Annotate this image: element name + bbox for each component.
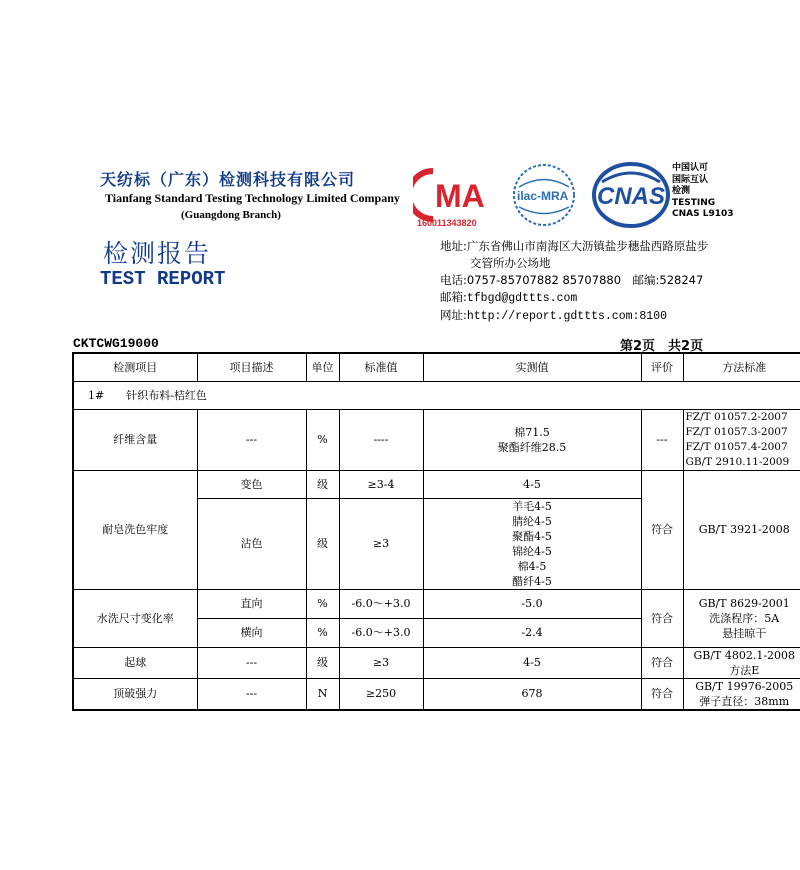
header-cell: 评价: [641, 353, 683, 381]
measured-line: 聚酯纤维28.5: [497, 440, 567, 454]
svg-text:MA: MA: [435, 178, 485, 214]
sample-label: 1# 针织布料-桔红色: [73, 381, 800, 409]
method-line: 方法E: [729, 663, 760, 677]
header-cell: 项目描述: [197, 353, 306, 381]
shrink-item: 水洗尺寸变化率: [73, 589, 197, 647]
email-value[interactable]: tfbgd@gdttts.com: [466, 292, 578, 305]
svg-text:160011343820: 160011343820: [417, 218, 477, 227]
soap-stain-measured: [423, 498, 641, 589]
shrink-weft-unit: %: [306, 618, 339, 647]
pilling-method: [683, 647, 800, 678]
soap-stain-unit: 级: [306, 498, 339, 589]
pilling-desc: ---: [197, 647, 306, 678]
method-line: GB/T 4802.1-2008: [693, 648, 796, 662]
shrink-warp-standard: -6.0～+3.0: [339, 589, 423, 618]
page-info: 第2页 共2页: [620, 339, 704, 354]
fiber-method: [683, 409, 800, 470]
shrink-warp-unit: %: [306, 589, 339, 618]
measured-line: 腈纶4-5: [512, 514, 552, 528]
report-title-en: TEST REPORT: [100, 268, 226, 290]
fiber-standard: ----: [339, 409, 423, 470]
soap-item: 耐皂洗色牢度: [73, 470, 197, 589]
ilac-mra-logo: [511, 162, 577, 228]
fiber-unit: %: [306, 409, 339, 470]
email-label: 邮箱:: [440, 290, 467, 304]
header-cell: 检测项目: [73, 353, 197, 381]
pilling-standard: ≥3: [339, 647, 423, 678]
burst-method: [683, 678, 800, 710]
cnas-side-line: TESTING: [672, 197, 716, 208]
burst-desc: ---: [197, 678, 306, 710]
measured-line: 棉71.5: [514, 425, 550, 439]
shrink-eval: 符合: [641, 589, 683, 647]
cnas-logo: [592, 162, 670, 228]
method-line: FZ/T 01057.4-2007: [685, 440, 788, 453]
pilling-unit: 级: [306, 647, 339, 678]
burst-item: 顶破强力: [73, 678, 197, 710]
pilling-measured: 4-5: [423, 647, 641, 678]
burst-standard: ≥250: [339, 678, 423, 710]
svg-text:CNAS: CNAS: [597, 183, 666, 210]
address-line1: 广东省佛山市南海区大沥镇盐步穗盐西路原盐步: [466, 239, 709, 253]
report-number: CKTCWG19000: [73, 336, 159, 351]
pilling-eval: 符合: [641, 647, 683, 678]
soap-change-desc: 变色: [197, 470, 306, 498]
cnas-side-line: CNAS L9103: [672, 209, 734, 219]
web-value[interactable]: http://report.gdttts.com:8100: [466, 310, 668, 323]
method-line: 悬挂晾干: [722, 626, 767, 640]
shrink-weft-desc: 横向: [197, 618, 306, 647]
method-line: GB/T 19976-2005: [695, 679, 794, 693]
shrink-method: [683, 589, 800, 647]
sample-row: [73, 381, 800, 409]
measured-line: 羊毛4-5: [512, 499, 552, 513]
header-cell: 标准值: [339, 353, 423, 381]
phone-label: 电话:: [440, 273, 467, 287]
cnas-accreditation-text: [672, 163, 734, 221]
cnas-side-line: 中国认可: [672, 163, 709, 173]
soap-change-standard: ≥3-4: [339, 470, 423, 498]
pilling-item: 起球: [73, 647, 197, 678]
address-label: 地址:: [440, 239, 467, 253]
cma-logo: [413, 165, 493, 227]
shrink-weft-standard: -6.0～+3.0: [339, 618, 423, 647]
fiber-item: 纤维含量: [73, 409, 197, 470]
method-line: 弹子直径：38mm: [699, 694, 790, 708]
fiber-eval: ---: [641, 409, 683, 470]
table-row: [73, 470, 800, 498]
burst-measured: 678: [423, 678, 641, 710]
fiber-measured: [423, 409, 641, 470]
results-table: [72, 352, 800, 711]
company-name-en: Tianfang Standard Testing Technology Limited Company: [105, 191, 400, 205]
method-line: GB/T 8629-2001: [698, 596, 790, 610]
shrink-warp-desc: 直向: [197, 589, 306, 618]
web-label: 网址:: [440, 308, 467, 322]
burst-eval: 符合: [641, 678, 683, 710]
zip-value: 528247: [659, 273, 704, 287]
svg-text:ilac-MRA: ilac-MRA: [517, 189, 569, 203]
cnas-side-line: 检测: [672, 186, 691, 196]
fiber-desc: ---: [197, 409, 306, 470]
method-line: FZ/T 01057.3-2007: [685, 425, 788, 438]
company-name-cn: 天纺标（广东）检测科技有限公司: [100, 170, 356, 189]
shrink-weft-measured: -2.4: [423, 618, 641, 647]
burst-unit: N: [306, 678, 339, 710]
method-line: GB/T 2910.11-2009: [685, 455, 790, 468]
table-row: [73, 647, 800, 678]
soap-stain-desc: 沾色: [197, 498, 306, 589]
measured-line: 醋纤4-5: [512, 574, 552, 588]
address-line2: 交管所办公场地: [470, 256, 551, 270]
header-cell: 方法标准: [683, 353, 800, 381]
phone-value: 0757-85707882 85707880: [466, 273, 622, 287]
shrink-warp-measured: -5.0: [423, 589, 641, 618]
cnas-side-line: 国际互认: [672, 174, 709, 185]
soap-change-unit: 级: [306, 470, 339, 498]
table-row: [73, 589, 800, 618]
measured-line: 聚酯4-5: [512, 529, 552, 543]
method-line: FZ/T 01057.2-2007: [685, 410, 788, 423]
measured-line: 锦纶4-5: [512, 544, 552, 558]
soap-method: GB/T 3921-2008: [683, 470, 800, 589]
soap-eval: 符合: [641, 470, 683, 589]
table-row: [73, 409, 800, 470]
company-branch-en: (Guangdong Branch): [181, 209, 281, 221]
header-cell: 单位: [306, 353, 339, 381]
contact-block: [440, 238, 708, 325]
table-row: [73, 678, 800, 710]
header-cell: 实测值: [423, 353, 641, 381]
table-header-row: [73, 353, 800, 381]
method-line: 洗涤程序：5A: [709, 611, 780, 625]
soap-stain-standard: ≥3: [339, 498, 423, 589]
measured-line: 棉4-5: [517, 559, 547, 573]
report-title-cn: 检测报告: [103, 239, 212, 268]
zip-label: 邮编:: [632, 273, 660, 287]
soap-change-measured: 4-5: [423, 470, 641, 498]
